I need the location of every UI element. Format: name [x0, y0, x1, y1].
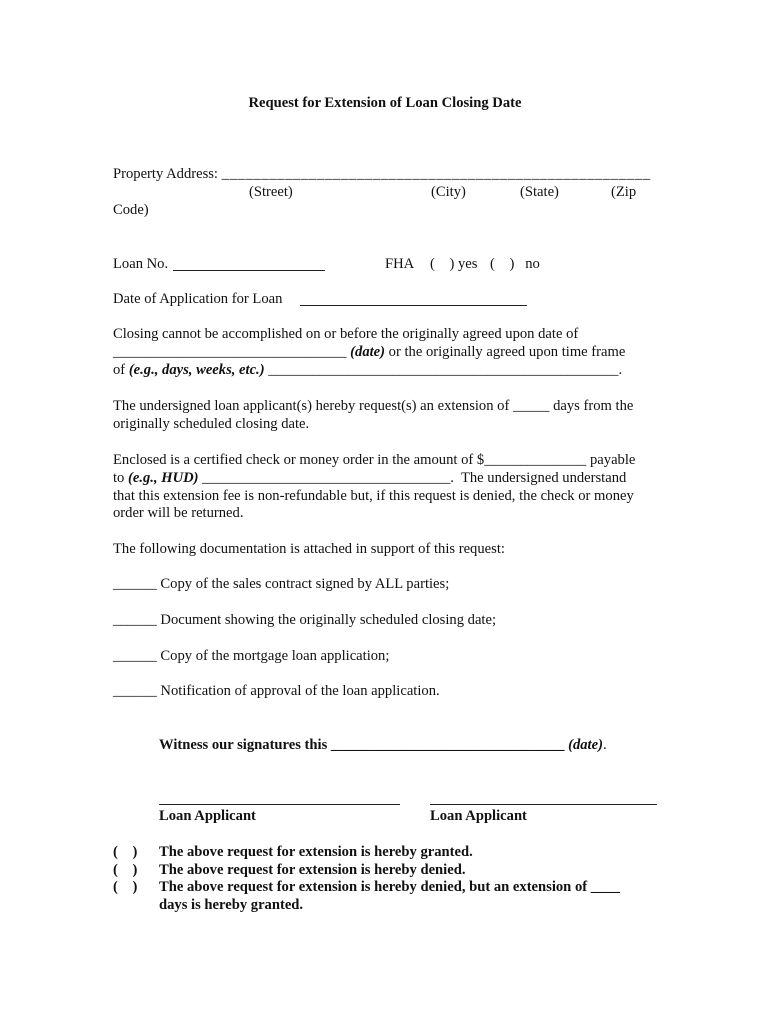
closing-line-1: Closing cannot be accomplished on or before the originally agreed upon date of: [113, 326, 579, 342]
application-date-label: Date of Application for Loan: [113, 291, 287, 307]
application-date-field[interactable]: [300, 305, 527, 306]
partial-checkbox[interactable]: ( ): [113, 879, 138, 895]
state-caption: (State): [520, 184, 559, 200]
closing-date-field[interactable]: ________________________________: [113, 344, 351, 360]
documentation-intro: The following documentation is attached in support of this request:: [113, 541, 505, 557]
request-line-2: originally scheduled closing date.: [113, 416, 310, 432]
time-frame-field[interactable]: ________________________________________________.: [264, 362, 623, 378]
signature-line-1[interactable]: [159, 804, 400, 805]
payee-hint: (e.g., HUD): [128, 470, 199, 486]
enclosed-line-1: Enclosed is a certified check or money order in the amount of $______________ payable: [113, 452, 636, 468]
decision-partial-continued: days is hereby granted.: [159, 897, 304, 913]
closing-line-3: [113, 361, 622, 379]
to-text: to: [113, 470, 128, 486]
signature-label-1: Loan Applicant: [159, 808, 256, 824]
loan-number-field[interactable]: [173, 270, 325, 271]
loan-number-label: Loan No.: [113, 256, 172, 272]
fha-no-checkbox[interactable]: ( ) no: [490, 256, 540, 272]
documentation-item[interactable]: ______ Copy of the mortgage loan application;: [113, 648, 390, 664]
witness-date-field[interactable]: Witness our signatures this ________________________________: [159, 737, 569, 753]
documentation-item[interactable]: ______ Copy of the sales contract signed by ALL parties;: [113, 576, 450, 592]
signature-label-2: Loan Applicant: [430, 808, 527, 824]
enclosed-line-4: order will be returned.: [113, 505, 244, 521]
closing-line-2-text: or the originally agreed upon time frame: [385, 344, 626, 360]
decision-denied: The above request for extension is hereby denied.: [159, 862, 466, 878]
documentation-item[interactable]: ______ Notification of approval of the loan application.: [113, 683, 440, 699]
request-line-1: The undersigned loan applicant(s) hereby request(s) an extension of _____ days from the: [113, 398, 634, 414]
documentation-item[interactable]: ______ Document showing the originally scheduled closing date;: [113, 612, 497, 628]
property-address-label: Property Address:: [113, 166, 222, 182]
zip-caption: (Zip: [611, 184, 637, 200]
time-frame-hint: (e.g., days, weeks, etc.): [128, 362, 265, 378]
decision-partial: The above request for extension is hereby denied, but an extension of ____: [159, 879, 620, 895]
witness-date-hint: (date): [568, 737, 603, 753]
granted-checkbox[interactable]: ( ): [113, 844, 138, 860]
property-address-field[interactable]: ______________________________________________________: [221, 166, 651, 182]
payee-field[interactable]: __________________________________. The undersigned understand: [198, 470, 627, 486]
signature-line-2[interactable]: [430, 804, 657, 805]
fha-label: FHA: [385, 256, 415, 272]
city-caption: (City): [431, 184, 466, 200]
property-address-row: [113, 165, 651, 183]
closing-line-2: [113, 343, 625, 361]
fha-yes-checkbox[interactable]: ( ) yes: [430, 256, 478, 272]
witness-period: .: [602, 737, 607, 753]
enclosed-line-2: [113, 469, 626, 487]
enclosed-line-3: that this extension fee is non-refundable but, if this request is denied, the check or money: [113, 488, 634, 504]
of-text: of: [113, 362, 129, 378]
witness-line: [159, 736, 607, 754]
decision-granted: The above request for extension is hereby granted.: [159, 844, 473, 860]
zip-caption-continued: Code): [113, 202, 149, 218]
denied-checkbox[interactable]: ( ): [113, 862, 138, 878]
street-caption: (Street): [249, 184, 293, 200]
date-hint: (date): [350, 344, 386, 360]
document-title: Request for Extension of Loan Closing Date: [248, 95, 522, 111]
